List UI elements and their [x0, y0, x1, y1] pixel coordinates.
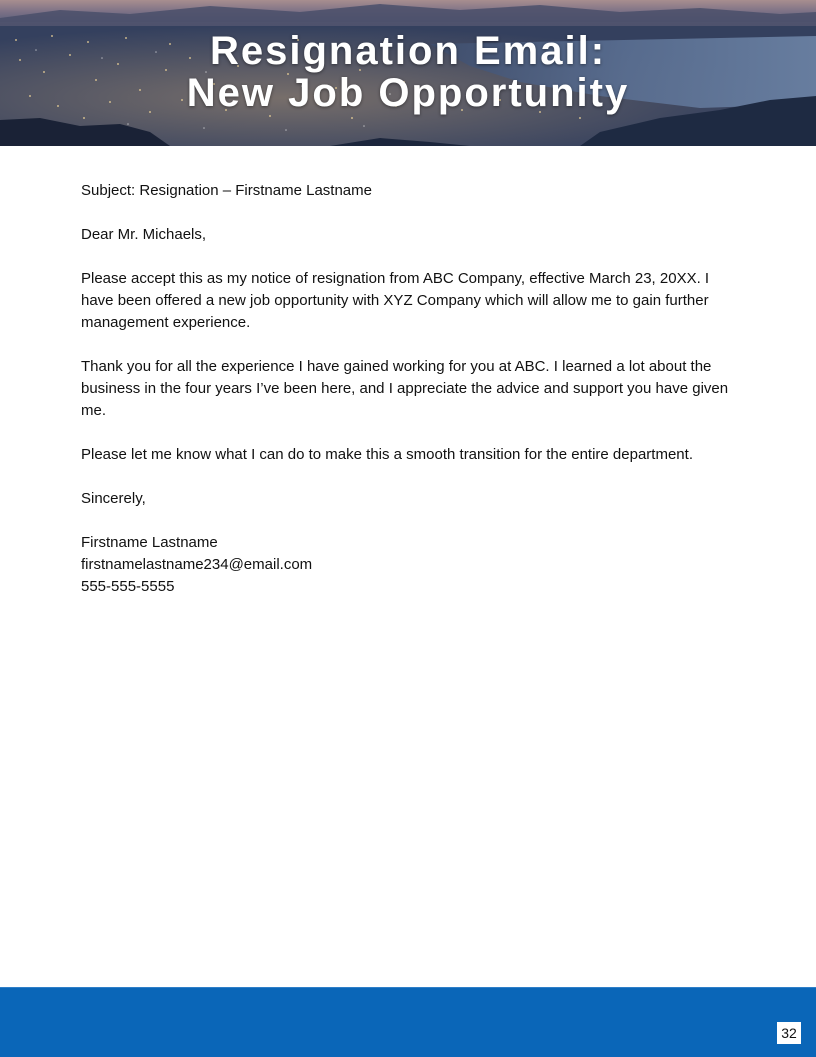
- title-line-1: Resignation Email:: [209, 29, 607, 73]
- email-subject: Subject: Resignation – Firstname Lastname: [81, 182, 372, 199]
- signature-block: [81, 532, 741, 598]
- signature-name: Firstname Lastname: [81, 534, 218, 551]
- letter-body: [81, 180, 741, 598]
- salutation: Dear Mr. Michaels,: [81, 226, 207, 243]
- title-line-2: New Job Opportunity: [186, 71, 630, 115]
- paragraph-thanks: Thank you for all the experience I have gained working for you at ABC. I learned a lot about the business in the four years I’ve been here, and I appreciate the advice and support you have given me.: [81, 358, 729, 419]
- signature-email: firstnamelastname234@email.com: [81, 556, 313, 573]
- footer-band: [0, 987, 816, 1057]
- signature-phone: 555-555-5555: [81, 578, 175, 595]
- header-banner: [0, 0, 816, 146]
- paragraph-notice: Please accept this as my notice of resignation from ABC Company, effective March 23, 20XX. I have been offered a new job opportunity with XYZ Company which will allow me to gain further management experience.: [81, 270, 710, 331]
- paragraph-transition: Please let me know what I can do to make this a smooth transition for the entire department.: [81, 446, 693, 463]
- document-title: [0, 30, 816, 114]
- page-number: 32: [777, 1022, 801, 1044]
- closing: Sincerely,: [81, 490, 146, 507]
